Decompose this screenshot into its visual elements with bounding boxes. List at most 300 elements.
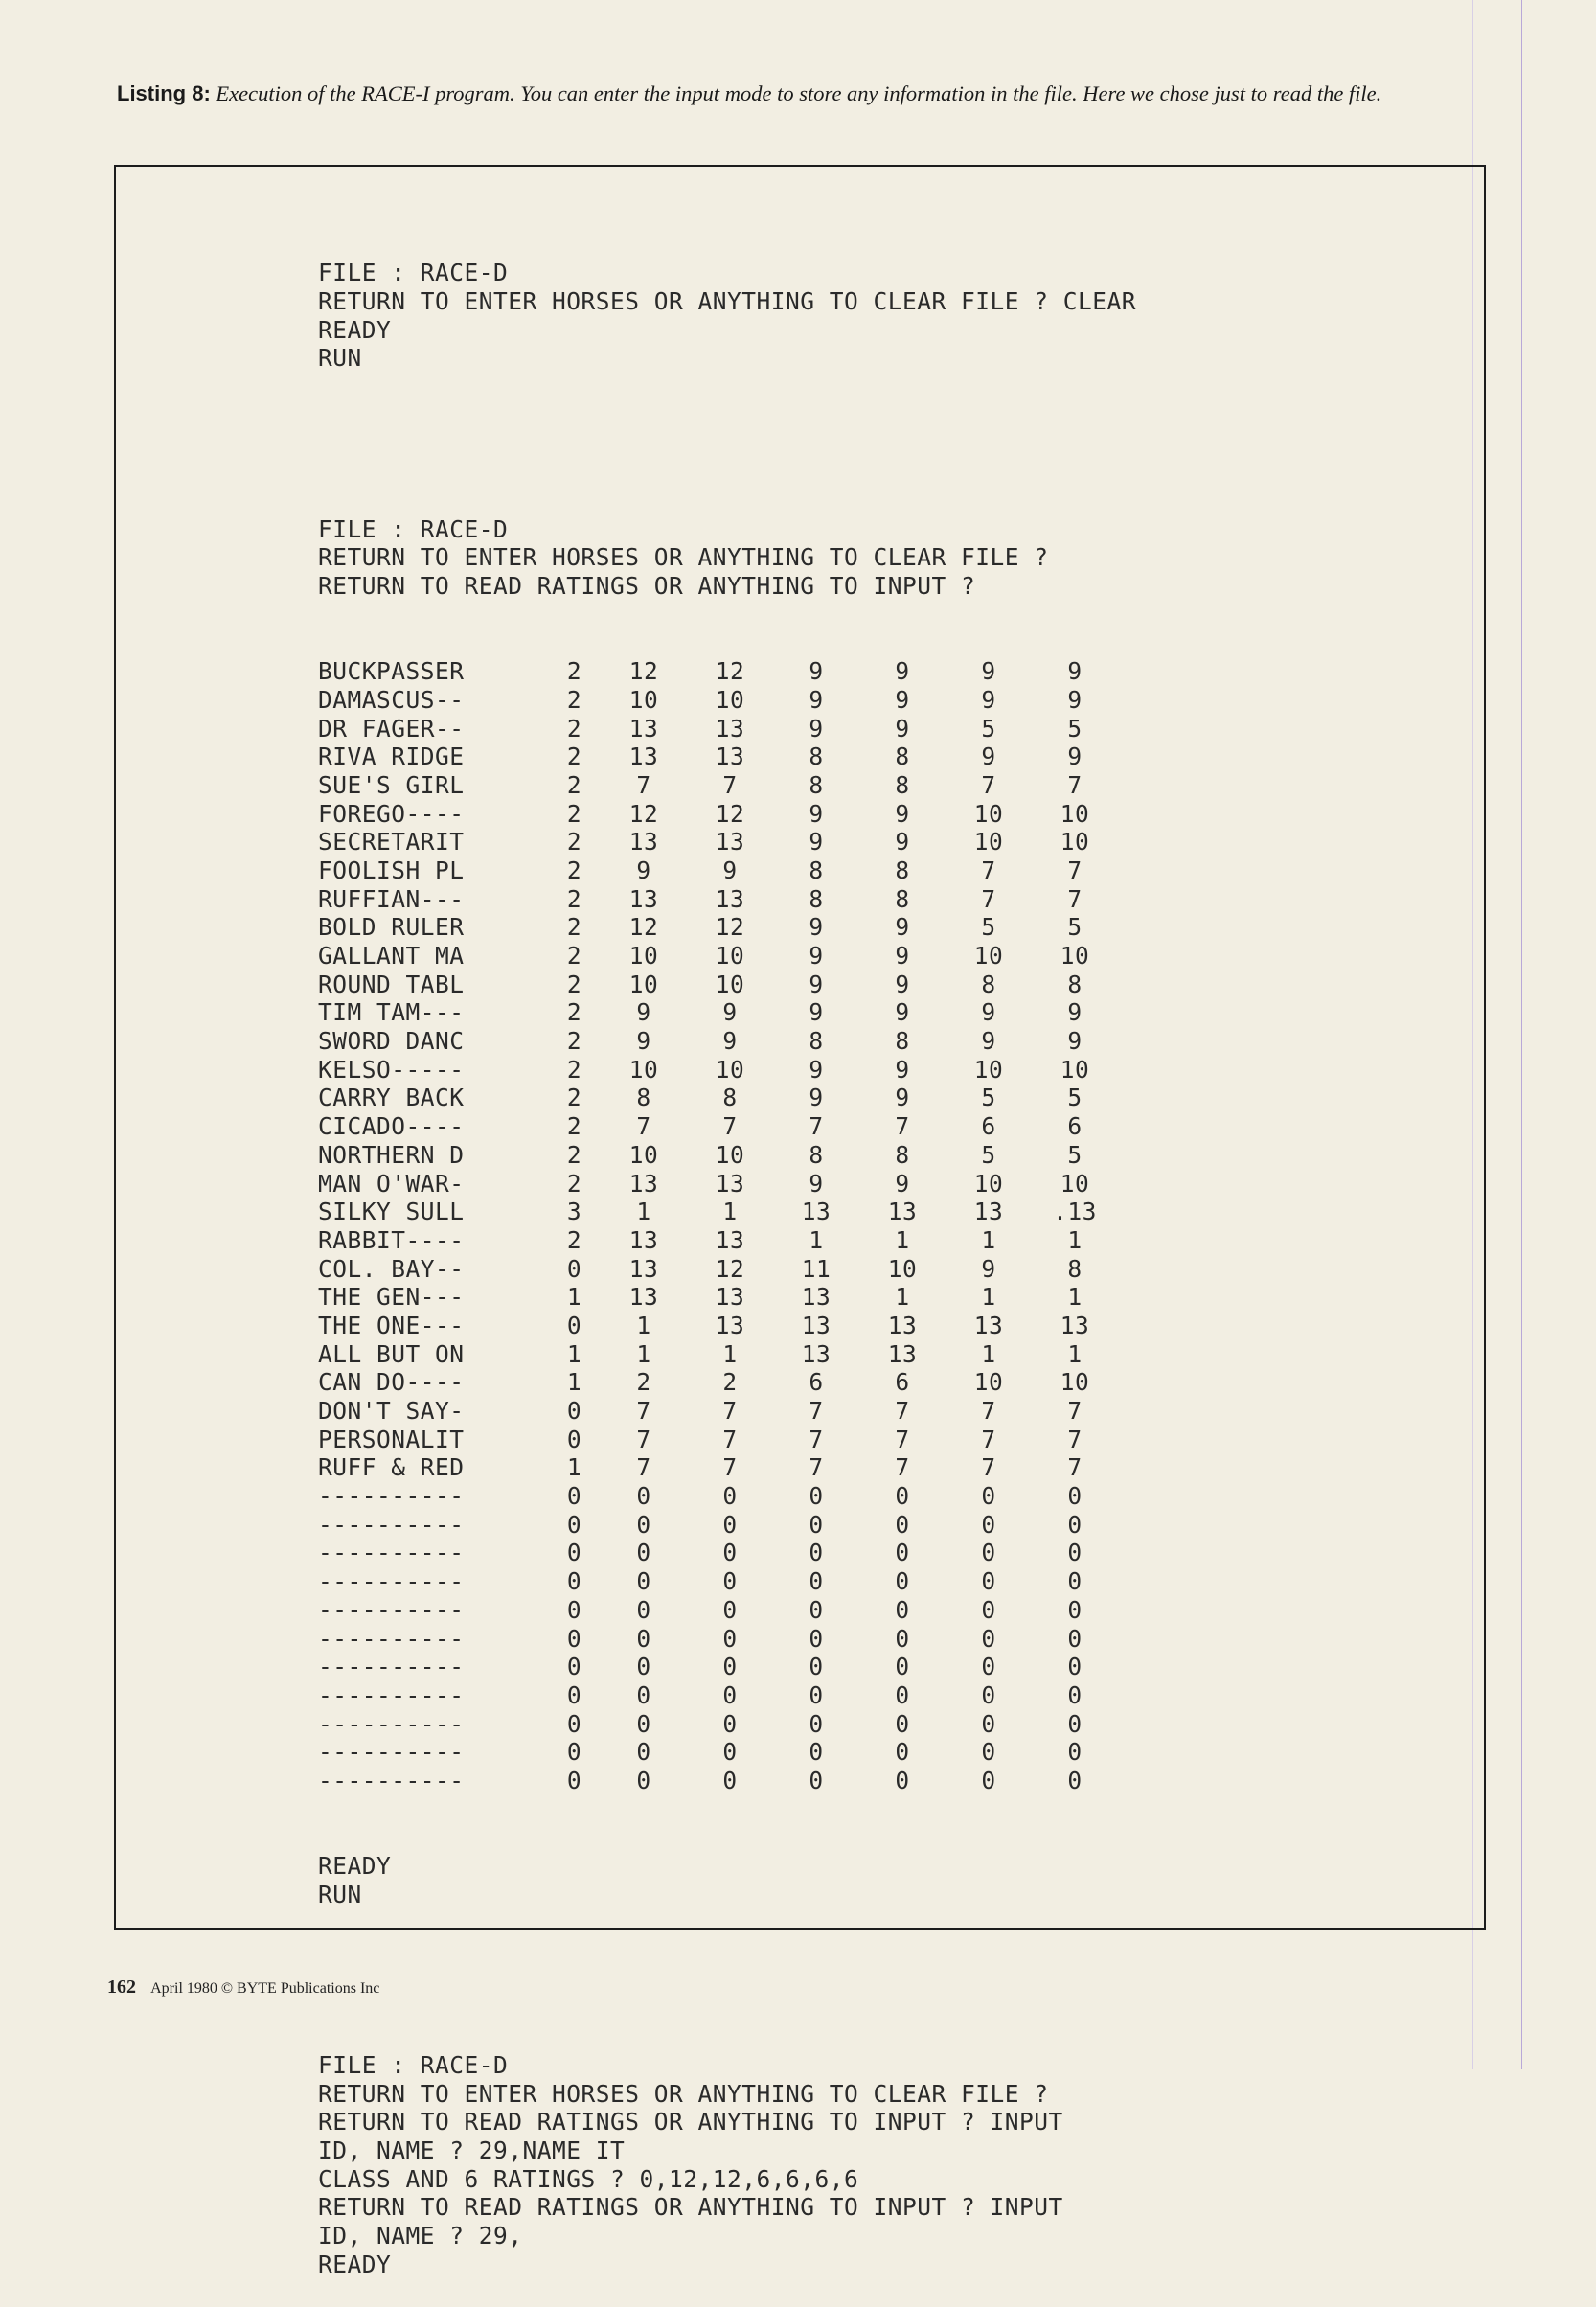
rating-value: 7 (722, 1453, 738, 1482)
rating-value: 5 (1067, 1140, 1083, 1169)
rating-value: 9 (895, 828, 910, 857)
rating-value: 0 (895, 1738, 910, 1767)
rating-value: 5 (1067, 1084, 1083, 1112)
rating-value: 10 (973, 942, 1004, 970)
rating-value: 12 (715, 657, 745, 686)
rating-value: 0 (809, 1680, 824, 1709)
class-value: 3 (566, 1198, 582, 1226)
rating-value: 5 (981, 1084, 996, 1112)
rating-value: 0 (1067, 1567, 1083, 1596)
listing-line: RETURN TO ENTER HORSES OR ANYTHING TO CLEAR FILE ? (318, 543, 1049, 572)
program-listing (318, 202, 1136, 2307)
rating-value: 0 (895, 1680, 910, 1709)
listing-line: FILE : RACE-D (318, 2050, 509, 2079)
rating-value: 1 (895, 1225, 910, 1254)
footer-credit: April 1980 © BYTE Publications Inc (150, 1980, 380, 1997)
rating-row (318, 1681, 1136, 1710)
rating-value: 8 (809, 884, 824, 913)
rating-value: 9 (809, 714, 824, 742)
class-value: 2 (566, 714, 582, 742)
rating-value: 12 (715, 799, 745, 828)
rating-row (318, 1170, 1136, 1199)
rating-value: 8 (1067, 970, 1083, 998)
rating-value: 6 (981, 1112, 996, 1141)
rating-value: 13 (628, 1225, 659, 1254)
rating-value: 0 (1067, 1766, 1083, 1794)
rating-value: 10 (887, 1254, 918, 1283)
rating-value: 10 (628, 1140, 659, 1169)
rating-row (318, 1226, 1136, 1255)
rating-value: 7 (1067, 770, 1083, 799)
rating-value: 8 (895, 856, 910, 884)
rating-value: 8 (809, 770, 824, 799)
rating-row (318, 1312, 1136, 1340)
listing-line: RETURN TO READ RATINGS OR ANYTHING TO INPUT ? INPUT (318, 2193, 1063, 2222)
horse-name: DON'T SAY- (318, 1397, 465, 1425)
rating-value: 0 (895, 1653, 910, 1681)
rating-value: 12 (628, 913, 659, 942)
rating-value: 9 (981, 998, 996, 1027)
horse-name: ---------- (318, 1709, 465, 1738)
rating-value: 0 (722, 1482, 738, 1511)
rating-value: 10 (715, 1140, 745, 1169)
rating-value: 7 (636, 770, 651, 799)
rating-value: 1 (1067, 1225, 1083, 1254)
rating-value: 10 (715, 942, 745, 970)
horse-name: ---------- (318, 1595, 465, 1624)
rating-value: 0 (722, 1766, 738, 1794)
rating-value: 0 (636, 1738, 651, 1767)
rating-value: 9 (1067, 1027, 1083, 1056)
rating-value: 10 (973, 1169, 1004, 1198)
listing-line: READY (318, 315, 392, 344)
rating-value: 12 (715, 913, 745, 942)
rating-value: 10 (628, 1055, 659, 1084)
rating-value: 7 (722, 1112, 738, 1141)
rating-value: 0 (722, 1653, 738, 1681)
rating-value: 9 (1067, 998, 1083, 1027)
rating-value: 13 (715, 714, 745, 742)
horse-name: FOREGO---- (318, 799, 465, 828)
rating-value: 9 (895, 685, 910, 714)
rating-row (318, 1340, 1136, 1369)
rating-value: 13 (973, 1198, 1004, 1226)
class-value: 0 (566, 1539, 582, 1567)
rating-value: 12 (715, 1254, 745, 1283)
horse-name: KELSO----- (318, 1055, 465, 1084)
rating-row (318, 686, 1136, 715)
rating-value: 13 (887, 1311, 918, 1339)
horse-name: DAMASCUS-- (318, 685, 465, 714)
rating-value: 13 (715, 828, 745, 857)
horse-name: NORTHERN D (318, 1140, 465, 1169)
horse-name: PERSONALIT (318, 1425, 465, 1453)
rating-value: 9 (981, 1027, 996, 1056)
horse-name: ---------- (318, 1482, 465, 1511)
rating-value: 0 (895, 1567, 910, 1596)
rating-value: 0 (636, 1510, 651, 1539)
rating-value: 13 (973, 1311, 1004, 1339)
class-value: 2 (566, 742, 582, 771)
horse-name: ---------- (318, 1680, 465, 1709)
class-value: 2 (566, 1169, 582, 1198)
rating-value: 0 (636, 1539, 651, 1567)
rating-value: 5 (1067, 714, 1083, 742)
rating-row (318, 657, 1136, 686)
rating-value: 7 (722, 1397, 738, 1425)
rating-value: 13 (715, 1311, 745, 1339)
rating-value: 0 (1067, 1482, 1083, 1511)
class-value: 2 (566, 1055, 582, 1084)
class-value: 2 (566, 1140, 582, 1169)
rating-value: 8 (895, 1140, 910, 1169)
rating-value: 13 (715, 742, 745, 771)
rating-row (318, 1368, 1136, 1397)
rating-value: 13 (628, 1254, 659, 1283)
rating-row (318, 1767, 1136, 1795)
horse-name: SWORD DANC (318, 1027, 465, 1056)
class-value: 0 (566, 1567, 582, 1596)
rating-value: 1 (722, 1198, 738, 1226)
horse-name: ROUND TABL (318, 970, 465, 998)
rating-value: 7 (809, 1397, 824, 1425)
rating-value: 8 (722, 1084, 738, 1112)
rating-value: 9 (809, 657, 824, 686)
rating-value: 13 (715, 1169, 745, 1198)
class-value: 0 (566, 1510, 582, 1539)
rating-value: 9 (809, 1055, 824, 1084)
rating-value: 9 (722, 856, 738, 884)
rating-value: 0 (809, 1510, 824, 1539)
rating-row (318, 1141, 1136, 1170)
rating-value: 9 (981, 1254, 996, 1283)
class-value: 2 (566, 1027, 582, 1056)
rating-value: 5 (1067, 913, 1083, 942)
rating-row (318, 1426, 1136, 1454)
rating-value: 7 (636, 1397, 651, 1425)
rating-value: 9 (981, 685, 996, 714)
caption-label: Listing 8: (117, 81, 211, 105)
class-value: 0 (566, 1311, 582, 1339)
rating-value: 7 (1067, 884, 1083, 913)
rating-value: 9 (809, 1169, 824, 1198)
horse-name: GALLANT MA (318, 942, 465, 970)
rating-row (318, 1453, 1136, 1482)
rating-value: 5 (981, 714, 996, 742)
rating-value: 9 (895, 942, 910, 970)
horse-name: CARRY BACK (318, 1084, 465, 1112)
rating-value: 9 (809, 799, 824, 828)
rating-value: 0 (722, 1510, 738, 1539)
rating-value: 13 (628, 742, 659, 771)
rating-value: 0 (809, 1482, 824, 1511)
rating-value: 13 (628, 1283, 659, 1312)
listing-line: RETURN TO ENTER HORSES OR ANYTHING TO CLEAR FILE ? (318, 2079, 1049, 2108)
class-value: 2 (566, 856, 582, 884)
listing-line: RETURN TO READ RATINGS OR ANYTHING TO INPUT ? (318, 572, 976, 601)
rating-value: 10 (1060, 799, 1090, 828)
rating-value: 10 (628, 685, 659, 714)
rating-value: 9 (809, 685, 824, 714)
rating-value: 9 (809, 942, 824, 970)
rating-row (318, 971, 1136, 999)
rating-value: 0 (809, 1539, 824, 1567)
rating-value: 10 (1060, 1169, 1090, 1198)
rating-row (318, 1625, 1136, 1654)
rating-value: 9 (895, 1055, 910, 1084)
rating-value: 8 (809, 742, 824, 771)
listing-line: FILE : RACE-D (318, 514, 509, 543)
horse-name: THE ONE--- (318, 1311, 465, 1339)
listing-line: RETURN TO ENTER HORSES OR ANYTHING TO CLEAR FILE ? CLEAR (318, 287, 1137, 316)
rating-value: 0 (722, 1680, 738, 1709)
rating-value: 1 (636, 1198, 651, 1226)
rating-value: 10 (628, 942, 659, 970)
class-value: 2 (566, 770, 582, 799)
horse-name: RUFFIAN--- (318, 884, 465, 913)
rating-value: 0 (636, 1709, 651, 1738)
rating-value: 12 (628, 657, 659, 686)
class-value: 2 (566, 799, 582, 828)
rating-value: 7 (1067, 1453, 1083, 1482)
rating-value: 7 (809, 1425, 824, 1453)
rating-value: 0 (981, 1482, 996, 1511)
rating-value: 13 (801, 1198, 832, 1226)
rating-value: 7 (1067, 1397, 1083, 1425)
class-value: 0 (566, 1595, 582, 1624)
rating-row (318, 1539, 1136, 1567)
rating-value: 10 (715, 1055, 745, 1084)
rating-value: 0 (895, 1510, 910, 1539)
horse-name: MAN O'WAR- (318, 1169, 465, 1198)
listing-caption (117, 79, 1496, 108)
rating-value: 10 (1060, 942, 1090, 970)
rating-value: 0 (809, 1709, 824, 1738)
rating-value: 7 (1067, 1425, 1083, 1453)
rating-value: 7 (636, 1425, 651, 1453)
rating-value: .13 (1053, 1198, 1097, 1226)
rating-value: 10 (715, 970, 745, 998)
rating-value: 0 (981, 1738, 996, 1767)
rating-value: 7 (636, 1453, 651, 1482)
rating-row (318, 1112, 1136, 1141)
rating-value: 0 (722, 1567, 738, 1596)
listing-line: FILE : RACE-D (318, 259, 509, 287)
rating-value: 0 (981, 1709, 996, 1738)
rating-value: 0 (809, 1595, 824, 1624)
rating-row (318, 1283, 1136, 1312)
class-value: 2 (566, 970, 582, 998)
class-value: 2 (566, 1112, 582, 1141)
rating-value: 8 (895, 884, 910, 913)
horse-name: RUFF & RED (318, 1453, 465, 1482)
rating-value: 6 (809, 1368, 824, 1397)
rating-value: 0 (809, 1624, 824, 1653)
rating-value: 13 (715, 884, 745, 913)
listing-line: RETURN TO READ RATINGS OR ANYTHING TO INPUT ? INPUT (318, 2108, 1063, 2136)
rating-value: 9 (895, 913, 910, 942)
class-value: 0 (566, 1680, 582, 1709)
rating-value: 7 (636, 1112, 651, 1141)
rating-value: 8 (809, 856, 824, 884)
rating-value: 0 (895, 1482, 910, 1511)
horse-name: ---------- (318, 1567, 465, 1596)
rating-value: 0 (981, 1680, 996, 1709)
rating-row (318, 885, 1136, 914)
rating-value: 1 (636, 1339, 651, 1368)
rating-value: 9 (636, 856, 651, 884)
rating-row (318, 1567, 1136, 1596)
rating-row (318, 828, 1136, 857)
rating-value: 1 (1067, 1339, 1083, 1368)
rating-value: 9 (1067, 657, 1083, 686)
rating-value: 0 (636, 1567, 651, 1596)
rating-value: 8 (895, 1027, 910, 1056)
rating-value: 0 (1067, 1539, 1083, 1567)
rating-row (318, 1084, 1136, 1112)
horse-name: FOOLISH PL (318, 856, 465, 884)
horse-name: CICADO---- (318, 1112, 465, 1141)
rating-value: 9 (895, 799, 910, 828)
rating-value: 0 (895, 1709, 910, 1738)
rating-value: 9 (636, 1027, 651, 1056)
caption-text: Execution of the RACE-I program. You can enter the input mode to store any information in the file. Here we chose just to read the file. (216, 81, 1382, 105)
class-value: 1 (566, 1453, 582, 1482)
rating-value: 8 (636, 1084, 651, 1112)
rating-row (318, 942, 1136, 971)
rating-value: 13 (1060, 1311, 1090, 1339)
rating-value: 8 (809, 1140, 824, 1169)
horse-name: COL. BAY-- (318, 1254, 465, 1283)
rating-value: 0 (895, 1539, 910, 1567)
rating-value: 0 (636, 1653, 651, 1681)
rating-value: 9 (636, 998, 651, 1027)
rating-row (318, 742, 1136, 771)
rating-value: 5 (981, 1140, 996, 1169)
rating-row (318, 771, 1136, 800)
rating-value: 7 (809, 1453, 824, 1482)
horse-name: ---------- (318, 1766, 465, 1794)
rating-value: 7 (1067, 856, 1083, 884)
horse-name: ---------- (318, 1510, 465, 1539)
listing-line: CLASS AND 6 RATINGS ? 0,12,12,6,6,6,6 (318, 2164, 859, 2193)
rating-value: 13 (887, 1198, 918, 1226)
rating-row (318, 1255, 1136, 1284)
rating-value: 10 (973, 1055, 1004, 1084)
rating-value: 13 (628, 828, 659, 857)
rating-value: 9 (981, 742, 996, 771)
rating-row (318, 1056, 1136, 1085)
rating-value: 13 (801, 1311, 832, 1339)
rating-value: 13 (628, 884, 659, 913)
horse-name: BUCKPASSER (318, 657, 465, 686)
listing-line: READY (318, 1852, 392, 1881)
rating-value: 0 (1067, 1595, 1083, 1624)
rating-value: 0 (895, 1595, 910, 1624)
rating-value: 1 (981, 1339, 996, 1368)
class-value: 0 (566, 1624, 582, 1653)
rating-value: 13 (715, 1283, 745, 1312)
listing-line: ID, NAME ? 29,NAME IT (318, 2136, 626, 2164)
horse-name: RIVA RIDGE (318, 742, 465, 771)
class-value: 2 (566, 1225, 582, 1254)
listing-line: RUN (318, 344, 362, 373)
rating-value: 0 (981, 1766, 996, 1794)
class-value: 2 (566, 657, 582, 686)
class-value: 1 (566, 1368, 582, 1397)
rating-value: 10 (715, 685, 745, 714)
horse-name: THE GEN--- (318, 1283, 465, 1312)
rating-value: 0 (1067, 1624, 1083, 1653)
rating-value: 9 (722, 998, 738, 1027)
listing-line: READY (318, 2250, 392, 2278)
rating-value: 0 (636, 1766, 651, 1794)
horse-name: ---------- (318, 1738, 465, 1767)
horse-name: DR FAGER-- (318, 714, 465, 742)
rating-value: 11 (801, 1254, 832, 1283)
rating-value: 10 (628, 970, 659, 998)
rating-value: 0 (981, 1595, 996, 1624)
rating-row (318, 1596, 1136, 1625)
rating-row (318, 857, 1136, 885)
rating-value: 9 (981, 657, 996, 686)
rating-value: 9 (895, 998, 910, 1027)
rating-row (318, 913, 1136, 942)
rating-value: 0 (1067, 1510, 1083, 1539)
rating-value: 7 (981, 856, 996, 884)
rating-value: 6 (895, 1368, 910, 1397)
rating-row (318, 1511, 1136, 1540)
rating-value: 9 (1067, 685, 1083, 714)
rating-value: 10 (1060, 1368, 1090, 1397)
rating-value: 9 (1067, 742, 1083, 771)
rating-value: 10 (973, 1368, 1004, 1397)
rating-value: 13 (628, 1169, 659, 1198)
rating-value: 0 (636, 1624, 651, 1653)
rating-value: 0 (981, 1653, 996, 1681)
page-edge-line (1521, 0, 1522, 2069)
rating-value: 0 (981, 1567, 996, 1596)
rating-value: 9 (722, 1027, 738, 1056)
rating-value: 7 (809, 1112, 824, 1141)
rating-value: 1 (722, 1339, 738, 1368)
rating-value: 7 (981, 1453, 996, 1482)
rating-value: 12 (628, 799, 659, 828)
rating-value: 0 (981, 1624, 996, 1653)
class-value: 0 (566, 1709, 582, 1738)
rating-value: 2 (636, 1368, 651, 1397)
class-value: 2 (566, 998, 582, 1027)
page-footer (107, 1976, 379, 1999)
rating-value: 0 (895, 1624, 910, 1653)
horse-name: ---------- (318, 1653, 465, 1681)
horse-name: SUE'S GIRL (318, 770, 465, 799)
class-value: 2 (566, 913, 582, 942)
rating-value: 0 (722, 1709, 738, 1738)
rating-row (318, 1198, 1136, 1226)
horse-name: BOLD RULER (318, 913, 465, 942)
rating-value: 8 (895, 770, 910, 799)
rating-value: 7 (981, 884, 996, 913)
class-value: 0 (566, 1482, 582, 1511)
rating-value: 10 (1060, 828, 1090, 857)
rating-value: 1 (636, 1311, 651, 1339)
class-value: 2 (566, 942, 582, 970)
rating-row (318, 1397, 1136, 1426)
rating-value: 7 (981, 1425, 996, 1453)
rating-value: 9 (895, 1084, 910, 1112)
rating-value: 9 (809, 970, 824, 998)
